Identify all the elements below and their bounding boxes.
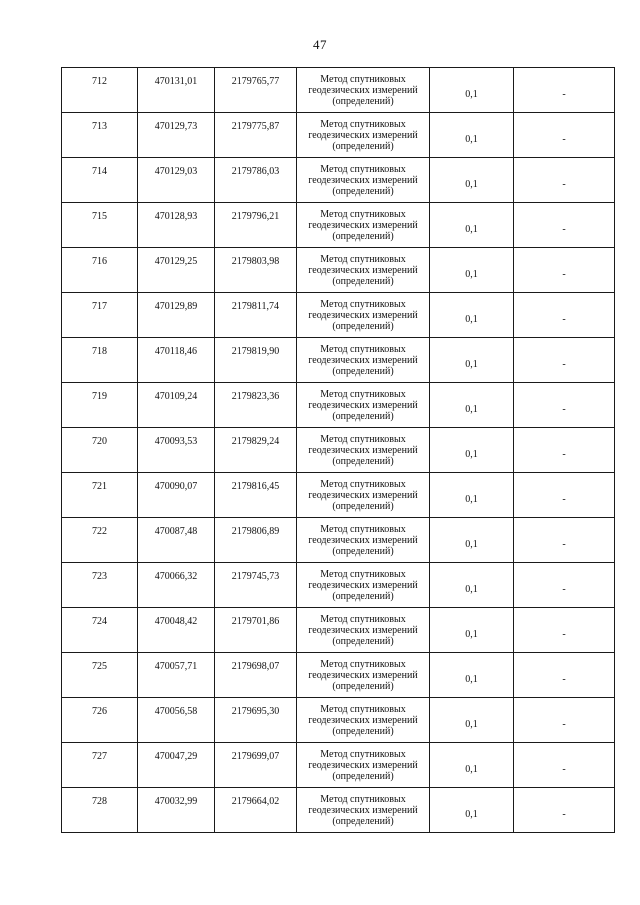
method-cell: [297, 203, 430, 248]
method-cell: [297, 68, 430, 113]
accuracy-cell: 0,1: [430, 743, 514, 788]
accuracy-cell: 0,1: [430, 68, 514, 113]
method-cell: [297, 248, 430, 293]
point-number-cell: 718: [62, 338, 138, 383]
table-row: [62, 743, 615, 788]
accuracy-cell: 0,1: [430, 428, 514, 473]
x-coordinate-cell: 470129,73: [138, 113, 215, 158]
point-number-cell: 726: [62, 698, 138, 743]
point-number-cell: 712: [62, 68, 138, 113]
extra-cell: -: [514, 248, 615, 293]
extra-cell: -: [514, 158, 615, 203]
point-number-cell: 722: [62, 518, 138, 563]
extra-cell: -: [514, 698, 615, 743]
method-cell: [297, 428, 430, 473]
table-row: [62, 563, 615, 608]
table-row: [62, 698, 615, 743]
accuracy-cell: 0,1: [430, 563, 514, 608]
accuracy-cell: 0,1: [430, 248, 514, 293]
x-coordinate-cell: 470128,93: [138, 203, 215, 248]
x-coordinate-cell: 470057,71: [138, 653, 215, 698]
accuracy-cell: 0,1: [430, 473, 514, 518]
table-body: [62, 68, 615, 833]
point-number-cell: 724: [62, 608, 138, 653]
x-coordinate-cell: 470090,07: [138, 473, 215, 518]
method-cell: [297, 608, 430, 653]
y-coordinate-cell: 2179796,21: [215, 203, 297, 248]
accuracy-cell: 0,1: [430, 338, 514, 383]
extra-cell: -: [514, 338, 615, 383]
y-coordinate-cell: 2179806,89: [215, 518, 297, 563]
point-number-cell: 716: [62, 248, 138, 293]
method-cell: [297, 698, 430, 743]
extra-cell: -: [514, 428, 615, 473]
method-cell: [297, 158, 430, 203]
method-cell: [297, 743, 430, 788]
extra-cell: -: [514, 653, 615, 698]
method-cell: [297, 473, 430, 518]
table-row: [62, 113, 615, 158]
method-text: Метод спутниковых геодезических измерений (определений): [308, 793, 418, 827]
y-coordinate-cell: 2179819,90: [215, 338, 297, 383]
table-row: [62, 248, 615, 293]
point-number-cell: 715: [62, 203, 138, 248]
y-coordinate-cell: 2179699,07: [215, 743, 297, 788]
y-coordinate-cell: 2179765,77: [215, 68, 297, 113]
x-coordinate-cell: 470118,46: [138, 338, 215, 383]
accuracy-cell: 0,1: [430, 203, 514, 248]
method-text: Метод спутниковых геодезических измерений (определений): [308, 613, 418, 647]
accuracy-cell: 0,1: [430, 698, 514, 743]
extra-cell: -: [514, 788, 615, 833]
x-coordinate-cell: 470032,99: [138, 788, 215, 833]
y-coordinate-cell: 2179786,03: [215, 158, 297, 203]
accuracy-cell: 0,1: [430, 518, 514, 563]
extra-cell: -: [514, 113, 615, 158]
y-coordinate-cell: 2179745,73: [215, 563, 297, 608]
point-number-cell: 728: [62, 788, 138, 833]
method-cell: [297, 383, 430, 428]
y-coordinate-cell: 2179701,86: [215, 608, 297, 653]
method-text: Метод спутниковых геодезических измерений (определений): [308, 343, 418, 377]
extra-cell: -: [514, 743, 615, 788]
accuracy-cell: 0,1: [430, 788, 514, 833]
y-coordinate-cell: 2179803,98: [215, 248, 297, 293]
point-number-cell: 713: [62, 113, 138, 158]
page-number: 47: [313, 37, 327, 52]
y-coordinate-cell: 2179695,30: [215, 698, 297, 743]
method-text: Метод спутниковых геодезических измерений (определений): [308, 478, 418, 512]
method-text: Метод спутниковых геодезических измерений (определений): [308, 118, 418, 152]
y-coordinate-cell: 2179811,74: [215, 293, 297, 338]
table-row: [62, 653, 615, 698]
accuracy-cell: 0,1: [430, 158, 514, 203]
extra-cell: -: [514, 518, 615, 563]
method-cell: [297, 653, 430, 698]
table-row: [62, 473, 615, 518]
x-coordinate-cell: 470093,53: [138, 428, 215, 473]
y-coordinate-cell: 2179664,02: [215, 788, 297, 833]
method-text: Метод спутниковых геодезических измерений (определений): [308, 433, 418, 467]
point-number-cell: 721: [62, 473, 138, 518]
x-coordinate-cell: 470109,24: [138, 383, 215, 428]
table-row: [62, 293, 615, 338]
method-cell: [297, 338, 430, 383]
accuracy-cell: 0,1: [430, 653, 514, 698]
y-coordinate-cell: 2179823,36: [215, 383, 297, 428]
method-cell: [297, 293, 430, 338]
accuracy-cell: 0,1: [430, 608, 514, 653]
x-coordinate-cell: 470056,58: [138, 698, 215, 743]
table-row: [62, 338, 615, 383]
x-coordinate-cell: 470047,29: [138, 743, 215, 788]
table-row: [62, 788, 615, 833]
table-row: [62, 158, 615, 203]
y-coordinate-cell: 2179775,87: [215, 113, 297, 158]
method-text: Метод спутниковых геодезических измерений (определений): [308, 163, 418, 197]
extra-cell: -: [514, 293, 615, 338]
x-coordinate-cell: 470129,89: [138, 293, 215, 338]
table-row: [62, 203, 615, 248]
extra-cell: -: [514, 383, 615, 428]
method-text: Метод спутниковых геодезических измерений (определений): [308, 658, 418, 692]
accuracy-cell: 0,1: [430, 113, 514, 158]
method-text: Метод спутниковых геодезических измерений (определений): [308, 568, 418, 602]
method-text: Метод спутниковых геодезических измерений (определений): [308, 388, 418, 422]
y-coordinate-cell: 2179698,07: [215, 653, 297, 698]
point-number-cell: 720: [62, 428, 138, 473]
table-row: [62, 518, 615, 563]
method-text: Метод спутниковых геодезических измерений (определений): [308, 748, 418, 782]
extra-cell: -: [514, 68, 615, 113]
x-coordinate-cell: 470129,25: [138, 248, 215, 293]
point-number-cell: 727: [62, 743, 138, 788]
extra-cell: -: [514, 203, 615, 248]
x-coordinate-cell: 470131,01: [138, 68, 215, 113]
y-coordinate-cell: 2179829,24: [215, 428, 297, 473]
point-number-cell: 714: [62, 158, 138, 203]
method-text: Метод спутниковых геодезических измерений (определений): [308, 298, 418, 332]
table-row: [62, 608, 615, 653]
x-coordinate-cell: 470048,42: [138, 608, 215, 653]
x-coordinate-cell: 470087,48: [138, 518, 215, 563]
x-coordinate-cell: 470129,03: [138, 158, 215, 203]
point-number-cell: 723: [62, 563, 138, 608]
extra-cell: -: [514, 608, 615, 653]
extra-cell: -: [514, 563, 615, 608]
method-text: Метод спутниковых геодезических измерений (определений): [308, 523, 418, 557]
method-cell: [297, 113, 430, 158]
x-coordinate-cell: 470066,32: [138, 563, 215, 608]
method-cell: [297, 563, 430, 608]
method-cell: [297, 518, 430, 563]
y-coordinate-cell: 2179816,45: [215, 473, 297, 518]
table-row: [62, 428, 615, 473]
accuracy-cell: 0,1: [430, 383, 514, 428]
point-number-cell: 717: [62, 293, 138, 338]
method-cell: [297, 788, 430, 833]
method-text: Метод спутниковых геодезических измерений (определений): [308, 73, 418, 107]
point-number-cell: 725: [62, 653, 138, 698]
method-text: Метод спутниковых геодезических измерений (определений): [308, 208, 418, 242]
accuracy-cell: 0,1: [430, 293, 514, 338]
method-text: Метод спутниковых геодезических измерений (определений): [308, 703, 418, 737]
extra-cell: -: [514, 473, 615, 518]
table-row: [62, 383, 615, 428]
method-text: Метод спутниковых геодезических измерений (определений): [308, 253, 418, 287]
table-row: [62, 68, 615, 113]
point-number-cell: 719: [62, 383, 138, 428]
coordinates-table: [61, 67, 615, 833]
